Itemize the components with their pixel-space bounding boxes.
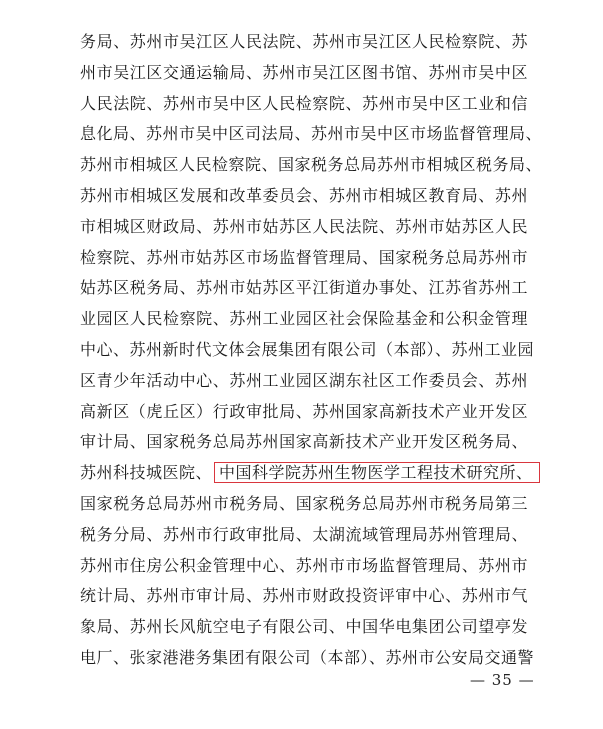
text-line: 象局、苏州长风航空电子有限公司、中国华电集团公司望亭发	[80, 617, 528, 637]
text-line: 苏州市相城区发展和改革委员会、苏州市相城区教育局、苏州	[80, 185, 528, 205]
page-number: — 35 —	[470, 671, 535, 689]
text-line: 苏州市相城区人民检察院、国家税务总局苏州市相城区税务局、	[80, 155, 543, 175]
text-line: 区青少年活动中心、苏州工业园区湖东社区工作委员会、苏州	[80, 370, 528, 390]
text-line: 业园区人民检察院、苏州工业园区社会保险基金和公积金管理	[80, 309, 528, 329]
text-line: 审计局、国家税务总局苏州国家高新技术产业开发区税务局、	[80, 432, 528, 452]
body-text	[80, 27, 543, 674]
text-line: 务局、苏州市吴江区人民法院、苏州市吴江区人民检察院、苏	[80, 32, 528, 51]
highlighted-text-line	[80, 458, 533, 489]
text-line: 电厂、张家港港务集团有限公司（本部）、苏州市公安局交通警	[80, 647, 535, 667]
text-line: 人民法院、苏州市吴中区人民检察院、苏州市吴中区工业和信	[80, 93, 528, 113]
text-line: 国家税务总局苏州市税务局、国家税务总局苏州市税务局第三	[80, 493, 528, 513]
text-line: 姑苏区税务局、苏州市姑苏区平江街道办事处、江苏省苏州工	[80, 278, 528, 298]
text-line: 息化局、苏州市吴中区司法局、苏州市吴中区市场监督管理局、	[80, 124, 543, 144]
text-line: 中心、苏州新时代文体会展集团有限公司（本部）、苏州工业园	[80, 339, 535, 359]
text-line: 检察院、苏州市姑苏区市场监督管理局、国家税务总局苏州市	[80, 247, 528, 267]
highlight-line-prefix: 苏州科技城医院、	[80, 463, 213, 483]
text-line: 税务分局、苏州市行政审批局、太湖流域管理局苏州管理局、	[80, 524, 528, 544]
text-line: 统计局、苏州市审计局、苏州市财政投资评审中心、苏州市气	[80, 586, 528, 606]
red-box-highlight: 中国科学院苏州生物医学工程技术研究所、	[214, 462, 540, 483]
text-line: 高新区（虎丘区）行政审批局、苏州国家高新技术产业开发区	[80, 401, 528, 421]
text-line: 市相城区财政局、苏州市姑苏区人民法院、苏州市姑苏区人民	[80, 216, 528, 236]
text-line: 州市吴江区交通运输局、苏州市吴江区图书馆、苏州市吴中区	[80, 62, 528, 82]
text-line: 苏州市住房公积金管理中心、苏州市市场监督管理局、苏州市	[80, 555, 528, 575]
